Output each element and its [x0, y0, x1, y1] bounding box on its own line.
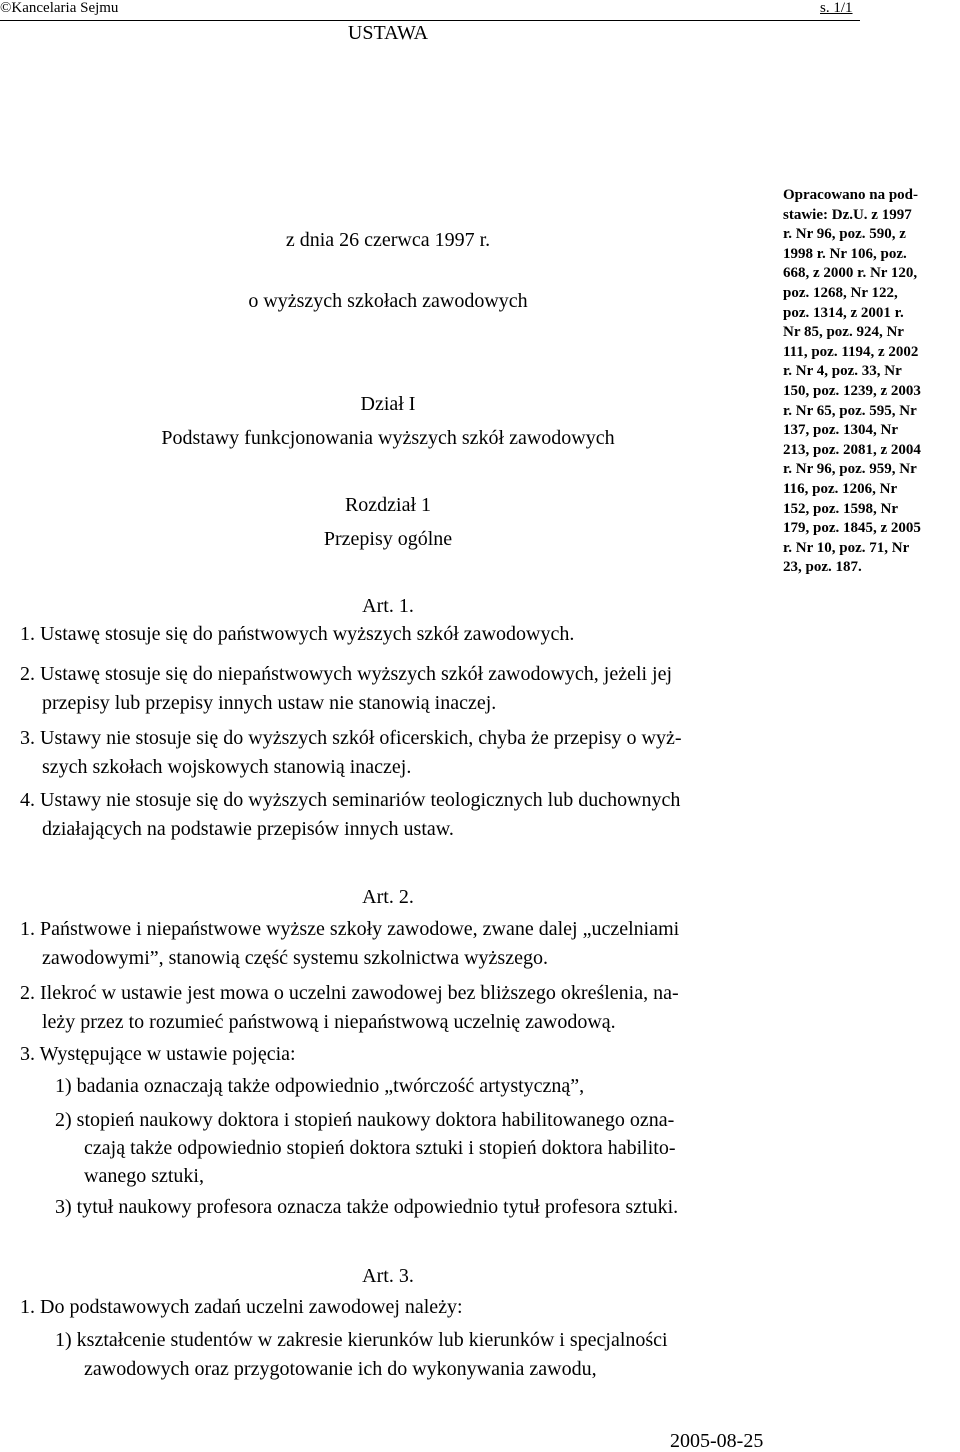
source-note-line: 23, poz. 187.	[783, 559, 862, 576]
act-subject: o wyższych szkołach zawodowych	[248, 290, 528, 312]
article-2-heading: Art. 2.	[362, 886, 414, 908]
art1-par3-line1: 3. Ustawy nie stosuje się do wyższych szkół oficerskich, chyba że przepisy o wyż-	[20, 727, 682, 749]
act-date: z dnia 26 czerwca 1997 r.	[285, 229, 491, 251]
art2-item2-line3: wanego sztuki,	[84, 1165, 204, 1187]
art2-par2-line1: 2. Ilekroć w ustawie jest mowa o uczelni zawodowej bez bliższego określenia, na-	[20, 982, 679, 1004]
source-note-line: r. Nr 4, poz. 33, Nr	[783, 363, 902, 380]
division-title: Podstawy funkcjonowania wyższych szkół zawodowych	[161, 427, 615, 449]
source-note-line: r. Nr 96, poz. 959, Nr	[783, 461, 917, 478]
source-note-line: r. Nr 10, poz. 71, Nr	[783, 539, 910, 556]
art1-par4-line2: działających na podstawie przepisów innych ustaw.	[42, 818, 454, 840]
footer-date: 2005-08-25	[670, 1430, 764, 1452]
art1-par2-line2: przepisy lub przepisy innych ustaw nie stanowią inaczej.	[42, 692, 497, 714]
source-note-line: poz. 1268, Nr 122,	[783, 284, 898, 301]
source-note-line: Opracowano na pod-	[783, 187, 919, 203]
page-number-link[interactable]: s. 1/1	[820, 0, 853, 16]
art1-par2-line1: 2. Ustawę stosuje się do niepaństwowych wyższych szkół zawodowych, jeżeli jej	[20, 663, 673, 685]
art2-par2-line2: leży przez to rozumieć państwową i niepaństwową uczelnię zawodową.	[42, 1011, 616, 1033]
source-note-line: 152, poz. 1598, Nr	[783, 500, 898, 517]
chapter-title: Przepisy ogólne	[323, 528, 453, 550]
art2-item1: 1) badania oznaczają także odpowiednio „twórczość artystyczną”,	[55, 1075, 585, 1097]
source-note-line: 213, poz. 2081, z 2004	[783, 441, 921, 458]
source-note-line: 668, z 2000 r. Nr 120,	[783, 265, 918, 282]
source-note-line: r. Nr 96, poz. 590, z	[783, 226, 906, 243]
source-note-line: 116, poz. 1206, Nr	[783, 480, 898, 497]
art3-par1: 1. Do podstawowych zadań uczelni zawodowej należy:	[20, 1296, 463, 1318]
art2-item3: 3) tytuł naukowy profesora oznacza także odpowiednio tytuł profesora sztuki.	[55, 1196, 679, 1218]
art3-item1-line1: 1) kształcenie studentów w zakresie kierunków lub kierunków i specjalności	[55, 1329, 668, 1351]
source-note-line: 1998 r. Nr 106, poz.	[783, 245, 907, 262]
art2-par1-line2: zawodowymi”, stanowią część systemu szkolnictwa wyższego.	[42, 947, 548, 969]
act-type: USTAWA	[347, 22, 429, 44]
source-note-line: 150, poz. 1239, z 2003	[783, 382, 921, 399]
art3-item1-line2: zawodowych oraz przygotowanie ich do wykonywania zawodu,	[84, 1358, 597, 1380]
art2-par1-line1: 1. Państwowe i niepaństwowe wyższe szkoły zawodowe, zwane dalej „uczelniami	[20, 918, 680, 940]
source-note-line: r. Nr 65, poz. 595, Nr	[783, 402, 917, 419]
source-note-line: 111, poz. 1194, z 2002	[783, 343, 919, 360]
division-heading: Dział I	[360, 393, 416, 415]
art1-par1: 1. Ustawę stosuje się do państwowych wyższych szkół zawodowych.	[20, 623, 575, 645]
source-note	[783, 186, 960, 578]
article-1-heading: Art. 1.	[362, 595, 414, 617]
header-source: ©Kancelaria Sejmu	[0, 0, 119, 16]
art2-par3: 3. Występujące w ustawie pojęcia:	[20, 1043, 296, 1065]
source-note-line: 179, poz. 1845, z 2005	[783, 520, 921, 537]
source-note-line: 137, poz. 1304, Nr	[783, 422, 898, 439]
source-note-line: poz. 1314, z 2001 r.	[783, 304, 904, 321]
source-note-line: Nr 85, poz. 924, Nr	[783, 324, 904, 341]
art2-item2-line2: czają także odpowiednio stopień doktora sztuki i stopień doktora habilito-	[84, 1137, 676, 1159]
art1-par4-line1: 4. Ustawy nie stosuje się do wyższych seminariów teologicznych lub duchownych	[20, 789, 681, 811]
chapter-heading: Rozdział 1	[344, 494, 432, 516]
art2-item2-line1: 2) stopień naukowy doktora i stopień naukowy doktora habilitowanego ozna-	[55, 1109, 675, 1131]
art1-par3-line2: szych szkołach wojskowych stanowią inaczej.	[42, 756, 412, 778]
header-divider	[0, 20, 860, 21]
article-3-heading: Art. 3.	[362, 1265, 414, 1287]
source-note-line: stawie: Dz.U. z 1997	[783, 206, 912, 223]
